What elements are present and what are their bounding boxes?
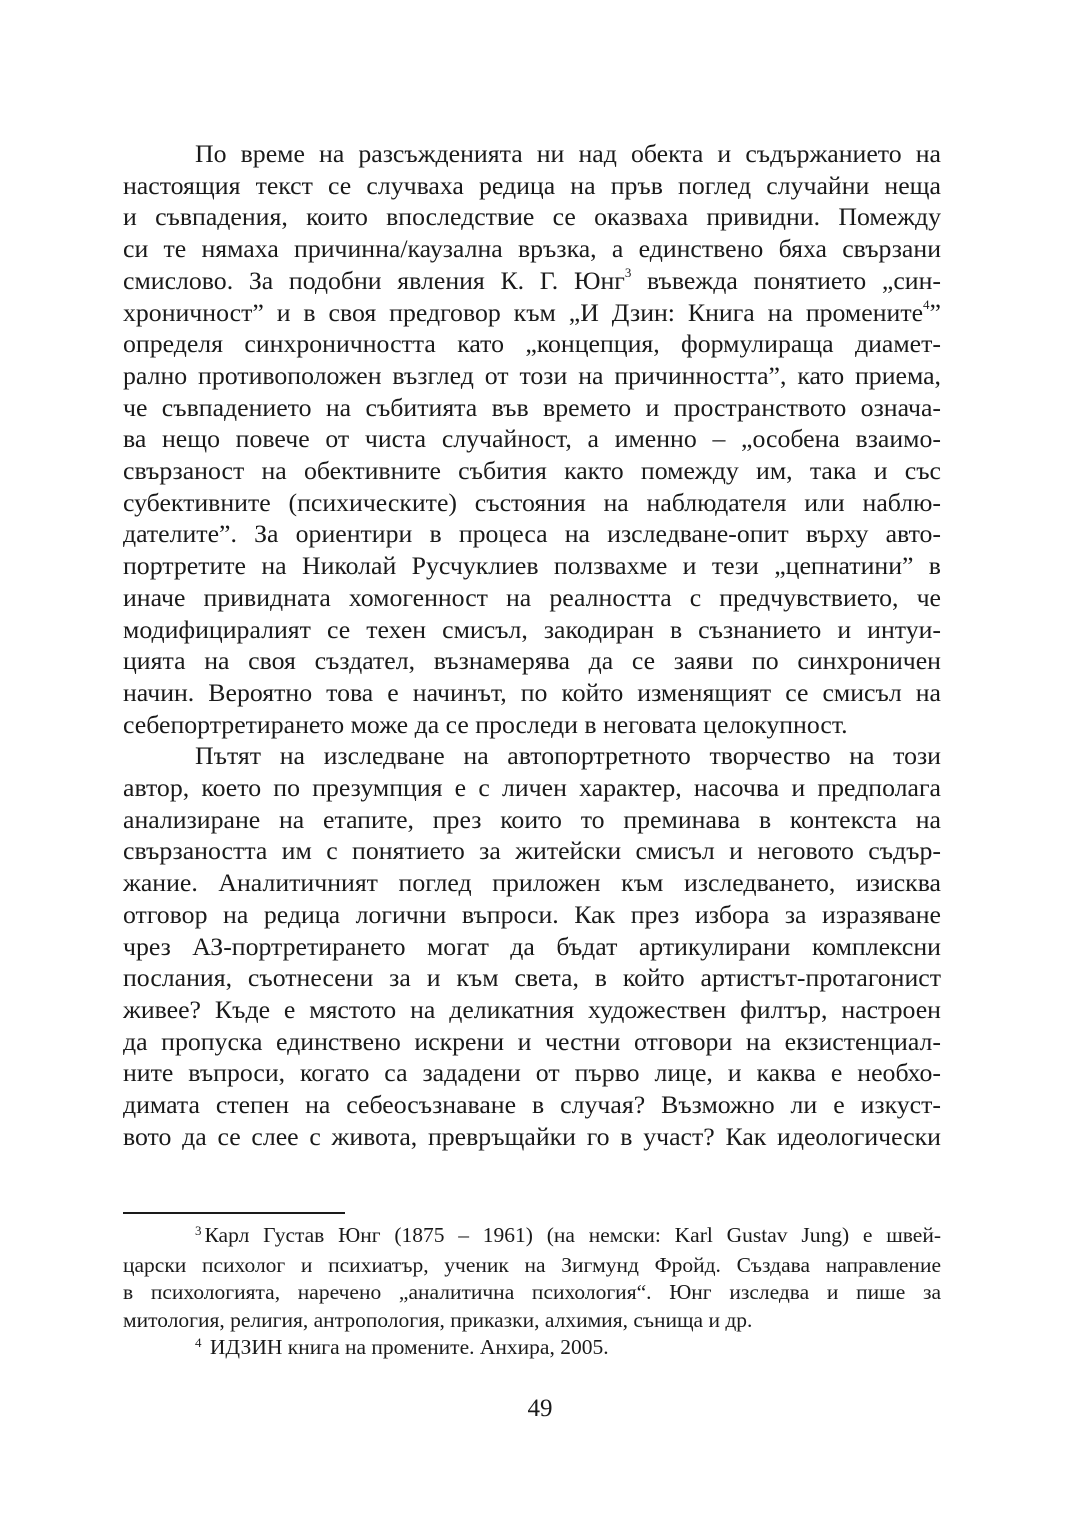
footnote-ref-3[interactable]: 3 — [624, 265, 632, 281]
text-line: послания, съотнесени за и към света, в който артистът-протагонист — [123, 963, 941, 993]
footnote-line: митология, религия, антропология, приказки, алхимия, сънища и др. — [123, 1307, 753, 1332]
text-line: ва нещо повече от чиста случайност, а именно – „особена взаимо- — [123, 424, 941, 454]
paragraph-1 — [123, 138, 941, 740]
footnote-ref-4[interactable]: 4 — [923, 296, 930, 312]
text-line: жание. Аналитичният поглед приложен към изследването, изисква — [123, 868, 941, 898]
footnote-separator — [123, 1212, 345, 1214]
text-line: живее? Къде е мястото на деликатния художествен филтър, настроен — [123, 994, 941, 1024]
footnote-line: царски психолог и психиатър, ученик на Зигмунд Фройд. Създава направление — [123, 1252, 941, 1277]
footnote-3 — [123, 1222, 941, 1334]
text-line: начин. Вероятно това е начинът, по който изменящият се смисъл на — [123, 677, 941, 707]
footnote-line — [123, 1334, 941, 1364]
text-line: По време на разсъжденията ни над обекта и съдържанието на — [195, 139, 941, 168]
footnote-number: 3 — [195, 1223, 202, 1238]
text-line: рално противоположен възглед от този на причинността”, като приема, — [123, 360, 941, 390]
text-line: субективните (психическите) състояния на наблюдателя или наблю- — [123, 487, 941, 517]
text-segment: смислово. За подобни явления К. Г. Юнг — [123, 265, 625, 295]
text-line: димата степен на себеосъзнаване в случая? Възможно ли е изкуст- — [123, 1090, 941, 1120]
text-line: свързаност на обективните събития както помежду им, така и със — [123, 456, 941, 486]
text-line: си те нямаха причинна/каузална връзка, а единствено бяха свързани — [123, 234, 941, 264]
footnote-text: ИДЗИН книга на промените. Анхира, 2005. — [209, 1335, 609, 1359]
text-line: автор, което по презумпция е с личен характер, насочва и предполага — [123, 773, 941, 803]
text-line: модифициралият се техен смисъл, закодиран в съзнанието и интуи- — [123, 614, 941, 644]
text-line — [123, 265, 941, 297]
footnote-text: Карл Густав Юнг (1875 – 1961) (на немски: Karl Gustav Jung) е швей- — [204, 1223, 941, 1247]
text-line — [123, 297, 941, 329]
text-line: анализиране на етапите, през които то преминава в контекста на — [123, 804, 941, 834]
text-line: портретите на Николай Русчуклиев ползвахме и тези „цепнатини” в — [123, 551, 941, 581]
text-line: определя синхроничността като „концепция, формулираща диамет- — [123, 329, 941, 359]
text-segment: ” — [929, 297, 941, 327]
paragraph-2 — [123, 740, 941, 1152]
text-line: настоящия текст се случваха редица на пръв поглед случайни неща — [123, 170, 941, 200]
text-line: чрез АЗ-портретирането могат да бъдат артикулирани комплексни — [123, 931, 941, 961]
footnote-number: 4 — [195, 1335, 202, 1350]
footnote-4 — [123, 1334, 941, 1364]
text-line: свързаността им с понятието за житейски смисъл и неговото съдър- — [123, 836, 941, 866]
text-line: че съвпадението на събитията във времето и пространството означа- — [123, 392, 941, 422]
text-segment: въвежда понятието „син- — [631, 265, 941, 295]
footnote-line: в психологията, наречено „аналитична психология“. Юнг изследва и пише за — [123, 1280, 941, 1304]
text-line: отговор на редица логични въпроси. Как през избора за изразяване — [123, 899, 941, 929]
text-line: да пропуска единствено искрени и честни отговори на екзистенциал- — [123, 1026, 941, 1056]
text-line: иначе привидната хомогенност на реалността с предчувствието, че — [123, 582, 941, 612]
text-line: вото да се слее с живота, превръщайки го в участ? Как идеологически — [123, 1121, 941, 1151]
text-line: Пътят на изследване на автопортретното творчество на този — [195, 741, 941, 771]
text-line: ните въпроси, когато са зададени от първо лице, и каква е необхо- — [123, 1058, 941, 1088]
footnotes — [123, 1222, 941, 1364]
text-line: себепортретирането може да се проследи в неговата целокупност. — [123, 709, 848, 739]
page-number: 49 — [527, 1395, 553, 1422]
text-line: и съвпадения, които впоследствие се оказваха привидни. Помежду — [123, 202, 941, 232]
text-line: дателите”. За ориентири в процеса на изследване-опит върху авто- — [123, 519, 941, 549]
text-line: цията на своя създател, възнамерява да се заяви по синхроничен — [123, 646, 941, 676]
main-text — [123, 138, 941, 1153]
footnote-line — [123, 1222, 941, 1252]
text-segment: хроничност” и в своя предговор към „И Дзин: Книга на промените — [123, 297, 924, 327]
